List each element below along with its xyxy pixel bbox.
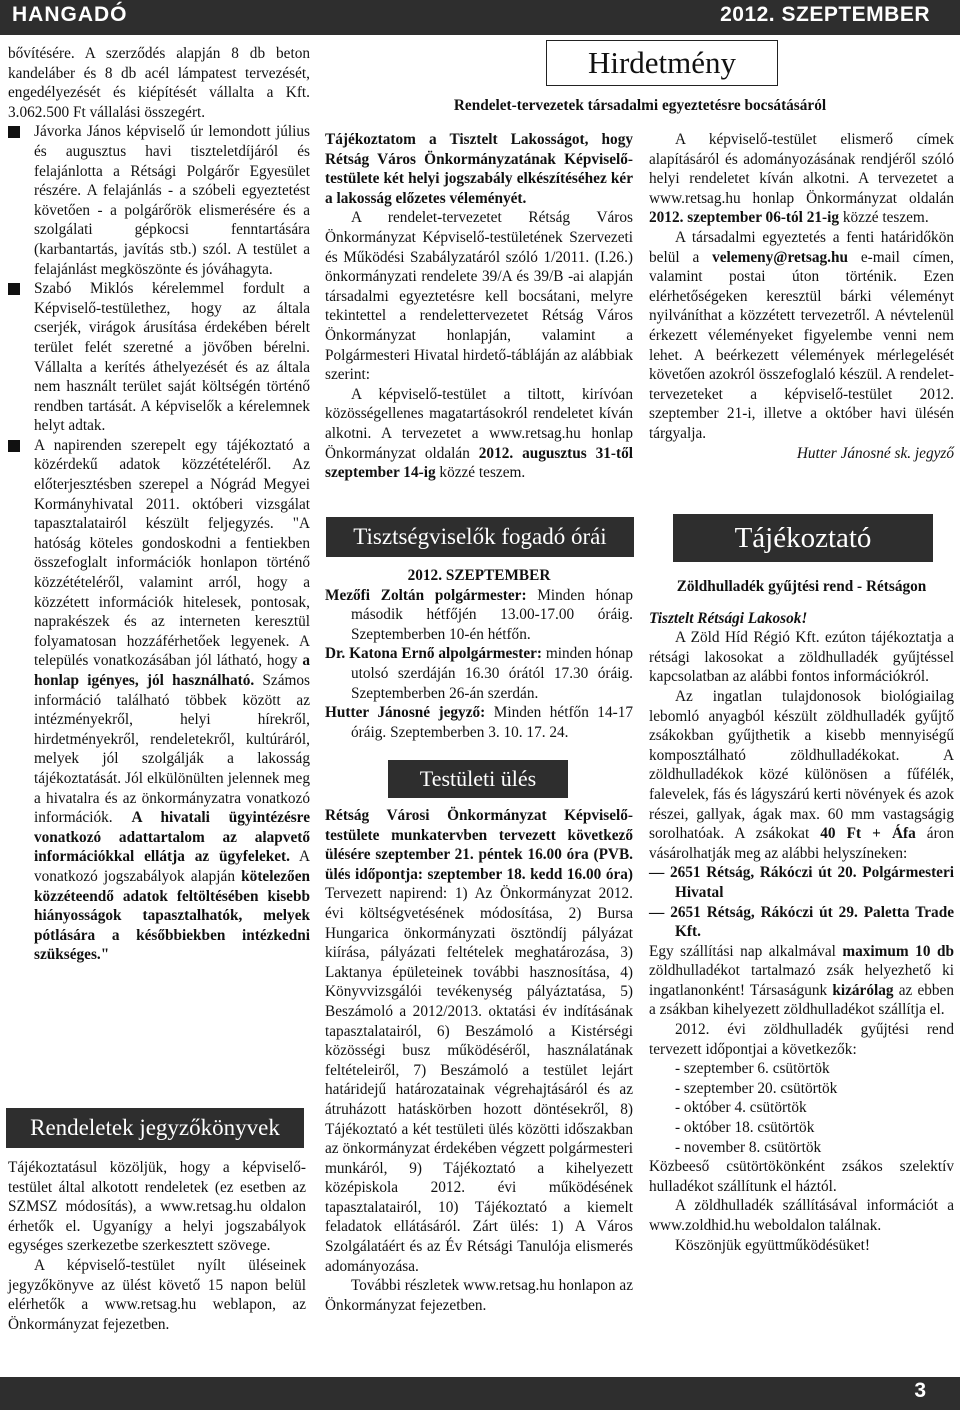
rendeletek-heading: Rendeletek jegyzőkönyvek (6, 1108, 304, 1148)
signature: Hutter Jánosné sk. jegyző (796, 444, 954, 462)
location-item: — 2651 Rétság, Rákóczi út 20. Polgármesteri Hivatal (649, 864, 954, 901)
tajekoztato-paragraph: Közbeeső csütörtökönként zsákos szelektív hulladékot szállítunk el háztól. (649, 1158, 954, 1195)
rendeletek-paragraph: Tájékoztatásul közöljük, hogy a képviselő-testület által alkotott rendeletek (ez esetben az SZMSZ módosítás), a www.retsag.hu oldalon érhetők el. Ugyanígy a helyi jogszabályok egységes szerkezetbe szerkesztett szövege. (8, 1159, 306, 1255)
fogado-entry: Hutter Jánosné jegyző: Minden hétfőn 14-17 óráig. Szeptemberben 3. 10. 17. 24. (325, 704, 633, 741)
collection-date: - november 8. csütörtök (675, 1138, 822, 1156)
testuleti-paragraph: További részletek www.retsag.hu honlapon az Önkormányzat fejezetben. (325, 1277, 633, 1314)
hirdetmeny-paragraph: A képviselő-testület elismerő címek alapításáról és adományozásának rendjéről szóló helyi rendeletet kíván alkotni. A tervezetet a www.retsag.hu honlap Önkormányzat oldalán 2012. szeptember 06-tól 21-ig közzé teszem. (649, 131, 954, 227)
hirdetmeny-paragraph: A képviselő-testület a tiltott, kirívóan közösségellenes magatartásokról rendeletet kíván alkotni. A tervezetet a www.retsag.hu honlap Önkormányzat oldalán 2012. augusztus 31-től szeptember 14-ig közzé teszem. (325, 385, 634, 482)
tajekoztato-section (649, 577, 954, 1255)
bullet-square-icon (8, 126, 20, 138)
greeting: Tisztelt Rétsági Lakosok! (649, 609, 808, 627)
testuleti-heading: Testületi ülés (388, 760, 568, 798)
collection-date: - október 18. csütörtök (675, 1119, 815, 1137)
column-middle (325, 130, 633, 483)
tajekoztato-heading: Tájékoztató (673, 514, 933, 562)
location-item: — 2651 Rétság, Rákóczi út 29. Paletta Trade Kft. (649, 903, 954, 941)
issue-date: 2012. SZEPTEMBER (720, 3, 930, 26)
fogado-entry: Mezőfi Zoltán polgármester: Minden hónap második hétfőjén 13.00-17.00 óráig. Szeptemberben 10-én hétfőn. (325, 586, 633, 643)
hirdetmeny-paragraph: A társadalmi egyeztetés a fenti határidőkön belül a velemeny@retsag.hu e-mail címen, valamint postai úton történik. Ezen elérhetőségeken keresztül bárki véleményt nyilváníthat a közzétett tervezetről. A névtelenül érkezett véleményeket figyelembe venni nem lehet. A beérkezett vélemények mérlegelését követően azokról összefoglaló készül. A rendelet-tervezeteket a képviselő-testület 2012. szeptember 21-i, illetve a október havi ülésén tárgyalja. (649, 228, 954, 442)
hirdetmeny-title: Hirdetmény (546, 40, 778, 86)
bullet-square-icon (8, 283, 20, 295)
header-bar (0, 0, 960, 35)
intro-paragraph: bővítésére. A szerződés alapján 8 db beton kandeláber és 8 db acél lámpatest tervezését, engedélyezését és kiépítését vállalta a Kft. 3.062.500 Ft vállalási összegért. (8, 45, 310, 121)
hirdetmeny-subtitle: Rendelet-tervezetek társadalmi egyeztetésre bocsátásáról (453, 97, 827, 114)
section-title: HANGADÓ (12, 3, 128, 26)
tajekoztato-paragraph: 2012. évi zöldhulladék gyűjtési rend tervezett időpontjai a következők: (649, 1021, 954, 1058)
column-right-top (649, 130, 954, 463)
bullet-item: A napirenden szerepelt egy tájékoztató a közérdekű adatok közzétételéről. Az előterjesztésben szerepel a Nógrád Megyei Kormányhivatal 2011. októberi vizsgálat tapasztalatairól készült feljegyzés. "A hatóság köteles gondoskodni a fentiekben összefoglalt információk honlapon történő közzétételéről, valamint arról, hogy a közzétett információk hitelesek, pontosak, naprakészek és az interneten keresztül folyamatosan hozzáférhetőek legyenek. A település vonatkozásában jól látható, hogy a honlap igényes, jól használható. Számos információ található többek között az intézményekről, helyi hírekről, hirdetményekről, rendeletekről, kultúráról, melyek jól szolgálják a lakosság tájékoztatását. Jól elkülönülten jelennek meg a hivatalra és az önkormányzatra vonatkozó információk. A hivatali ügyintézésre vonatkozó adattartalom az alapvető információkkal ellátja az ügyfeleket. A vonatkozó jogszabályok alapján kötelezően közzéteendő adatok feltöltésében kisebb hiányosságok tapasztalhatók, melyek pótlására a későbbiekben intézkedni szükséges." (8, 436, 310, 965)
tajekoztato-paragraph: A zöldhulladék szállításával információt a www.zoldhid.hu weboldalon találnak. (649, 1197, 954, 1234)
bullet-square-icon (8, 440, 20, 452)
tajekoztato-closing: Köszönjük együttműködésüket! (675, 1236, 871, 1254)
bullet-item: Szabó Miklós kérelemmel fordult a Képviselő-testülethez, hogy az általa cserjék, virágok árusítása érdekében bérelt terület felét szeretné a jövőben bérelni. Vállalta a kerítés áthelyezését és az általa nem használt terület saját költségén történő rendben tartását. A képviselők a kérelemnek helyt adtak. (8, 279, 310, 436)
tajekoztato-paragraph: Az ingatlan tulajdonosok biológiailag lebomló anyagból készült zöldhulladék gyűjtő zsákokban gyűjthetik a kisebb mennyiségű komposztálható zöldhulladékokat. A zöldhulladékok közé különösen a fűfélék, falevelek, fás és lágyszárú kerti növények és azok részei, gallyak, ágak max. 60 mm vastagságig sorolhatóak. A zsákokat 40 Ft + Áfa áron vásárolhatják meg az alábbi helyszíneken: (649, 687, 954, 862)
collection-date: - október 4. csütörtök (675, 1099, 807, 1117)
fogado-section (325, 566, 633, 742)
fogado-month: 2012. SZEPTEMBER (407, 567, 551, 584)
tajekoztato-paragraph: Egy szállítási nap alkalmával maximum 10 db zöldhulladékot tartalmazó zsák helyezhető ki ingatlanonként! Társaságunk kizárólag az ebben a zsákban kihelyezett zöldhulladékot szállítja el. (649, 942, 954, 1019)
collection-date: - szeptember 6. csütörtök (675, 1060, 830, 1078)
fogado-entry: Dr. Katona Ernő alpolgármester: minden hónap utolsó szerdáján 16.30 órától 17.30 óráig. Szeptemberben 26-án szerdán. (325, 645, 633, 702)
page-number: 3 (914, 1379, 926, 1402)
tajekoztato-paragraph: A Zöld Híd Régió Kft. ezúton tájékoztatja a rétsági lakosokat a zöldhulladék gyűjtéssel kapcsolatban az alábbi fontos információkról. (649, 629, 954, 686)
fogado-heading: Tisztségviselők fogadó órái (326, 517, 634, 557)
rendeletek-text (8, 1158, 306, 1334)
column-left (8, 44, 310, 965)
bullet-item: Jávorka János képviselő úr lemondott július és augusztus havi tiszteletdíjáról és felajánlotta a Rétsági Polgárőr Egyesület részére. A felajánlás - a szóbeli egyeztetést követően - a polgárőrök elismerésére és a szolgálati gépkocsi fenntartására (karbantartás, javítás stb.) szól. A testület a felajánlást megköszönte és jóváhagyta. (8, 122, 310, 279)
hirdetmeny-paragraph: A rendelet-tervezetet Rétság Város Önkormányzat Képviselő-testületének Szervezeti és Működési Szabályzatáról szóló 1/2011. (I.26.) önkormányzati rendelete 39/A és 39/B -ai alapján társadalmi egyeztetésre kell bocsátani, melyre tekintettel a rendelettervezetet Rétság Város Önkormányzat honlapján, valamint a Polgármesteri Hivatal hirdető-tábláján az alábbiak szerint: (325, 209, 633, 384)
tajekoztato-subtitle: Zöldhulladék gyűjtési rend - Rétságon (676, 578, 927, 595)
testuleti-section (325, 806, 633, 1315)
hirdetmeny-lead: Tájékoztatom a Tisztelt Lakosságot, hogy Rétság Város Önkormányzatának Képviselő-testülete két helyi jogszabály elkészítéséhez kér a lakosság előzetes véleményét. (325, 131, 633, 207)
testuleti-paragraph: Rétság Városi Önkormányzat Képviselő-testülete munkatervben tervezett következő ülésére szeptember 21. péntek 16.00 óra (PVB. ülés időpontja: szeptember 18. kedd 16.00 óra) Tervezett napirend: 1) Az Önkormányzat 2012. évi költségvetésének módosítása, 2) Bursa Hungarica önkormányzati ösztöndíj pályázat kiírása, pályázati feltételek meghatározása, 3) Laktanya épületeinek további hasznosítása, 4) Könyvvizsgálói tevékenység pályáztatása, 5) Beszámoló a 2012/2013. oktatási év indításának tapasztalatairól, 6) Beszámoló a Kistérségi közösségi busz működéséről, használatának feltételeiről, 7) Beszámoló a testület lejárt határidejű határozatainak végrehajtásáról és az átruházott hatáskörben hozott döntésekről, 8) Tájékoztató a két testületi ülés közötti időszakban az önkormányzat érdekében végzett polgármesteri munkáról, 9) Tájékoztató a kihelyezett középiskola 2012. évi működésének tapasztalatairól, 10) Tájékoztató a kiemelt feladatok ellátásáról. Zárt ülés: 1) A Város Szolgálatáért és az Év Rétsági Tanulója elismerés adományozása. (325, 807, 633, 1275)
rendeletek-paragraph: A képviselő-testület nyílt üléseinek jegyzőkönyve az ülést követő 15 napon belül elérhetők a www.retsag.hu weblapon, az Önkormányzat fejezetben. (8, 1256, 306, 1333)
footer-bar (0, 1377, 960, 1410)
collection-date: - szeptember 20. csütörtök (675, 1079, 838, 1097)
